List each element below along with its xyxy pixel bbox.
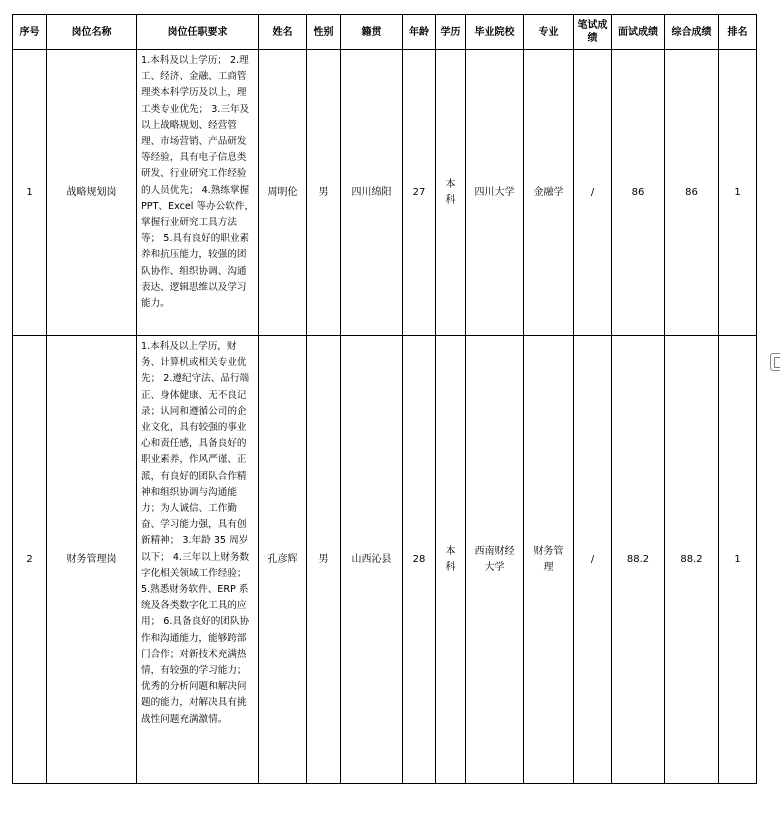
- header-cell: 学历: [436, 15, 466, 50]
- cell-position: 财务管理岗: [47, 336, 137, 784]
- cell-major: 财务管理: [524, 336, 574, 784]
- header-cell: 性别: [307, 15, 341, 50]
- cell-major: 金融学: [524, 50, 574, 336]
- header-cell: 姓名: [259, 15, 307, 50]
- table-header-row: [13, 15, 757, 50]
- cell-total: 86: [665, 50, 719, 336]
- cell-education: 本科: [436, 50, 466, 336]
- header-cell: 笔试成绩: [574, 15, 612, 50]
- cell-interview: 88.2: [612, 336, 665, 784]
- header-cell: 岗位任职要求: [137, 15, 259, 50]
- cell-interview: 86: [612, 50, 665, 336]
- header-cell: 序号: [13, 15, 47, 50]
- table-row: [13, 50, 757, 336]
- header-cell: 综合成绩: [665, 15, 719, 50]
- clipboard-icon[interactable]: [770, 353, 780, 371]
- cell-gender: 男: [307, 336, 341, 784]
- cell-rank: 1: [719, 50, 757, 336]
- cell-no: 1: [13, 50, 47, 336]
- header-cell: 毕业院校: [466, 15, 524, 50]
- results-table: [12, 14, 757, 784]
- header-cell: 岗位名称: [47, 15, 137, 50]
- header-cell: 年龄: [403, 15, 436, 50]
- cell-position: 战略规划岗: [47, 50, 137, 336]
- cell-no: 2: [13, 336, 47, 784]
- cell-written: /: [574, 50, 612, 336]
- cell-education: 本科: [436, 336, 466, 784]
- cell-written: /: [574, 336, 612, 784]
- cell-requirements: 1.本科及以上学历； 2.理工、经济、金融、工商管理类本科学历及以上，理工类专业优先； 3.三年及以上战略规划、经营管理、市场营销、产品研发等经验，具有电子信息类研发、行业研究工作经验的人员优先； 4.熟练掌握 PPT、Excel 等办公软件，掌握行业研究工具方法等； 5.具有良好的职业素养和抗压能力，较强的团队协作、组织协调、沟通表达、逻辑思维以及学习能力。: [137, 50, 259, 336]
- cell-origin: 四川绵阳: [341, 50, 403, 336]
- cell-total: 88.2: [665, 336, 719, 784]
- table-row: [13, 336, 757, 784]
- header-cell: 籍贯: [341, 15, 403, 50]
- cell-origin: 山西沁县: [341, 336, 403, 784]
- cell-school: 四川大学: [466, 50, 524, 336]
- header-cell: 排名: [719, 15, 757, 50]
- cell-age: 28: [403, 336, 436, 784]
- cell-gender: 男: [307, 50, 341, 336]
- cell-rank: 1: [719, 336, 757, 784]
- cell-name: 孔彦辉: [259, 336, 307, 784]
- cell-school: 西南财经大学: [466, 336, 524, 784]
- cell-age: 27: [403, 50, 436, 336]
- clipboard-icon-glyph: [774, 357, 780, 368]
- header-cell: 专业: [524, 15, 574, 50]
- cell-requirements: 1.本科及以上学历，财务、计算机或相关专业优先； 2.遵纪守法、品行端正、身体健康、无不良记录；认同和遵循公司的企业文化，具有较强的事业心和责任感，具备良好的职业素养，作风严谨、正派，有良好的团队合作精神和组织协调与沟通能力；为人诚信、工作勤奋、学习能力强，具有创新精神； 3.年龄 35 周岁以下； 4.三年以上财务数字化相关领域工作经验； 5.熟悉财务软件、ERP 系统及各类数字化工具的应用； 6.具备良好的团队协作和沟通能力，能够跨部门合作；对新技术充满热情，有较强的学习能力；优秀的分析问题和解决问题的能力，对解决具有挑战性问题充满激情。: [137, 336, 259, 784]
- cell-name: 周明伦: [259, 50, 307, 336]
- header-cell: 面试成绩: [612, 15, 665, 50]
